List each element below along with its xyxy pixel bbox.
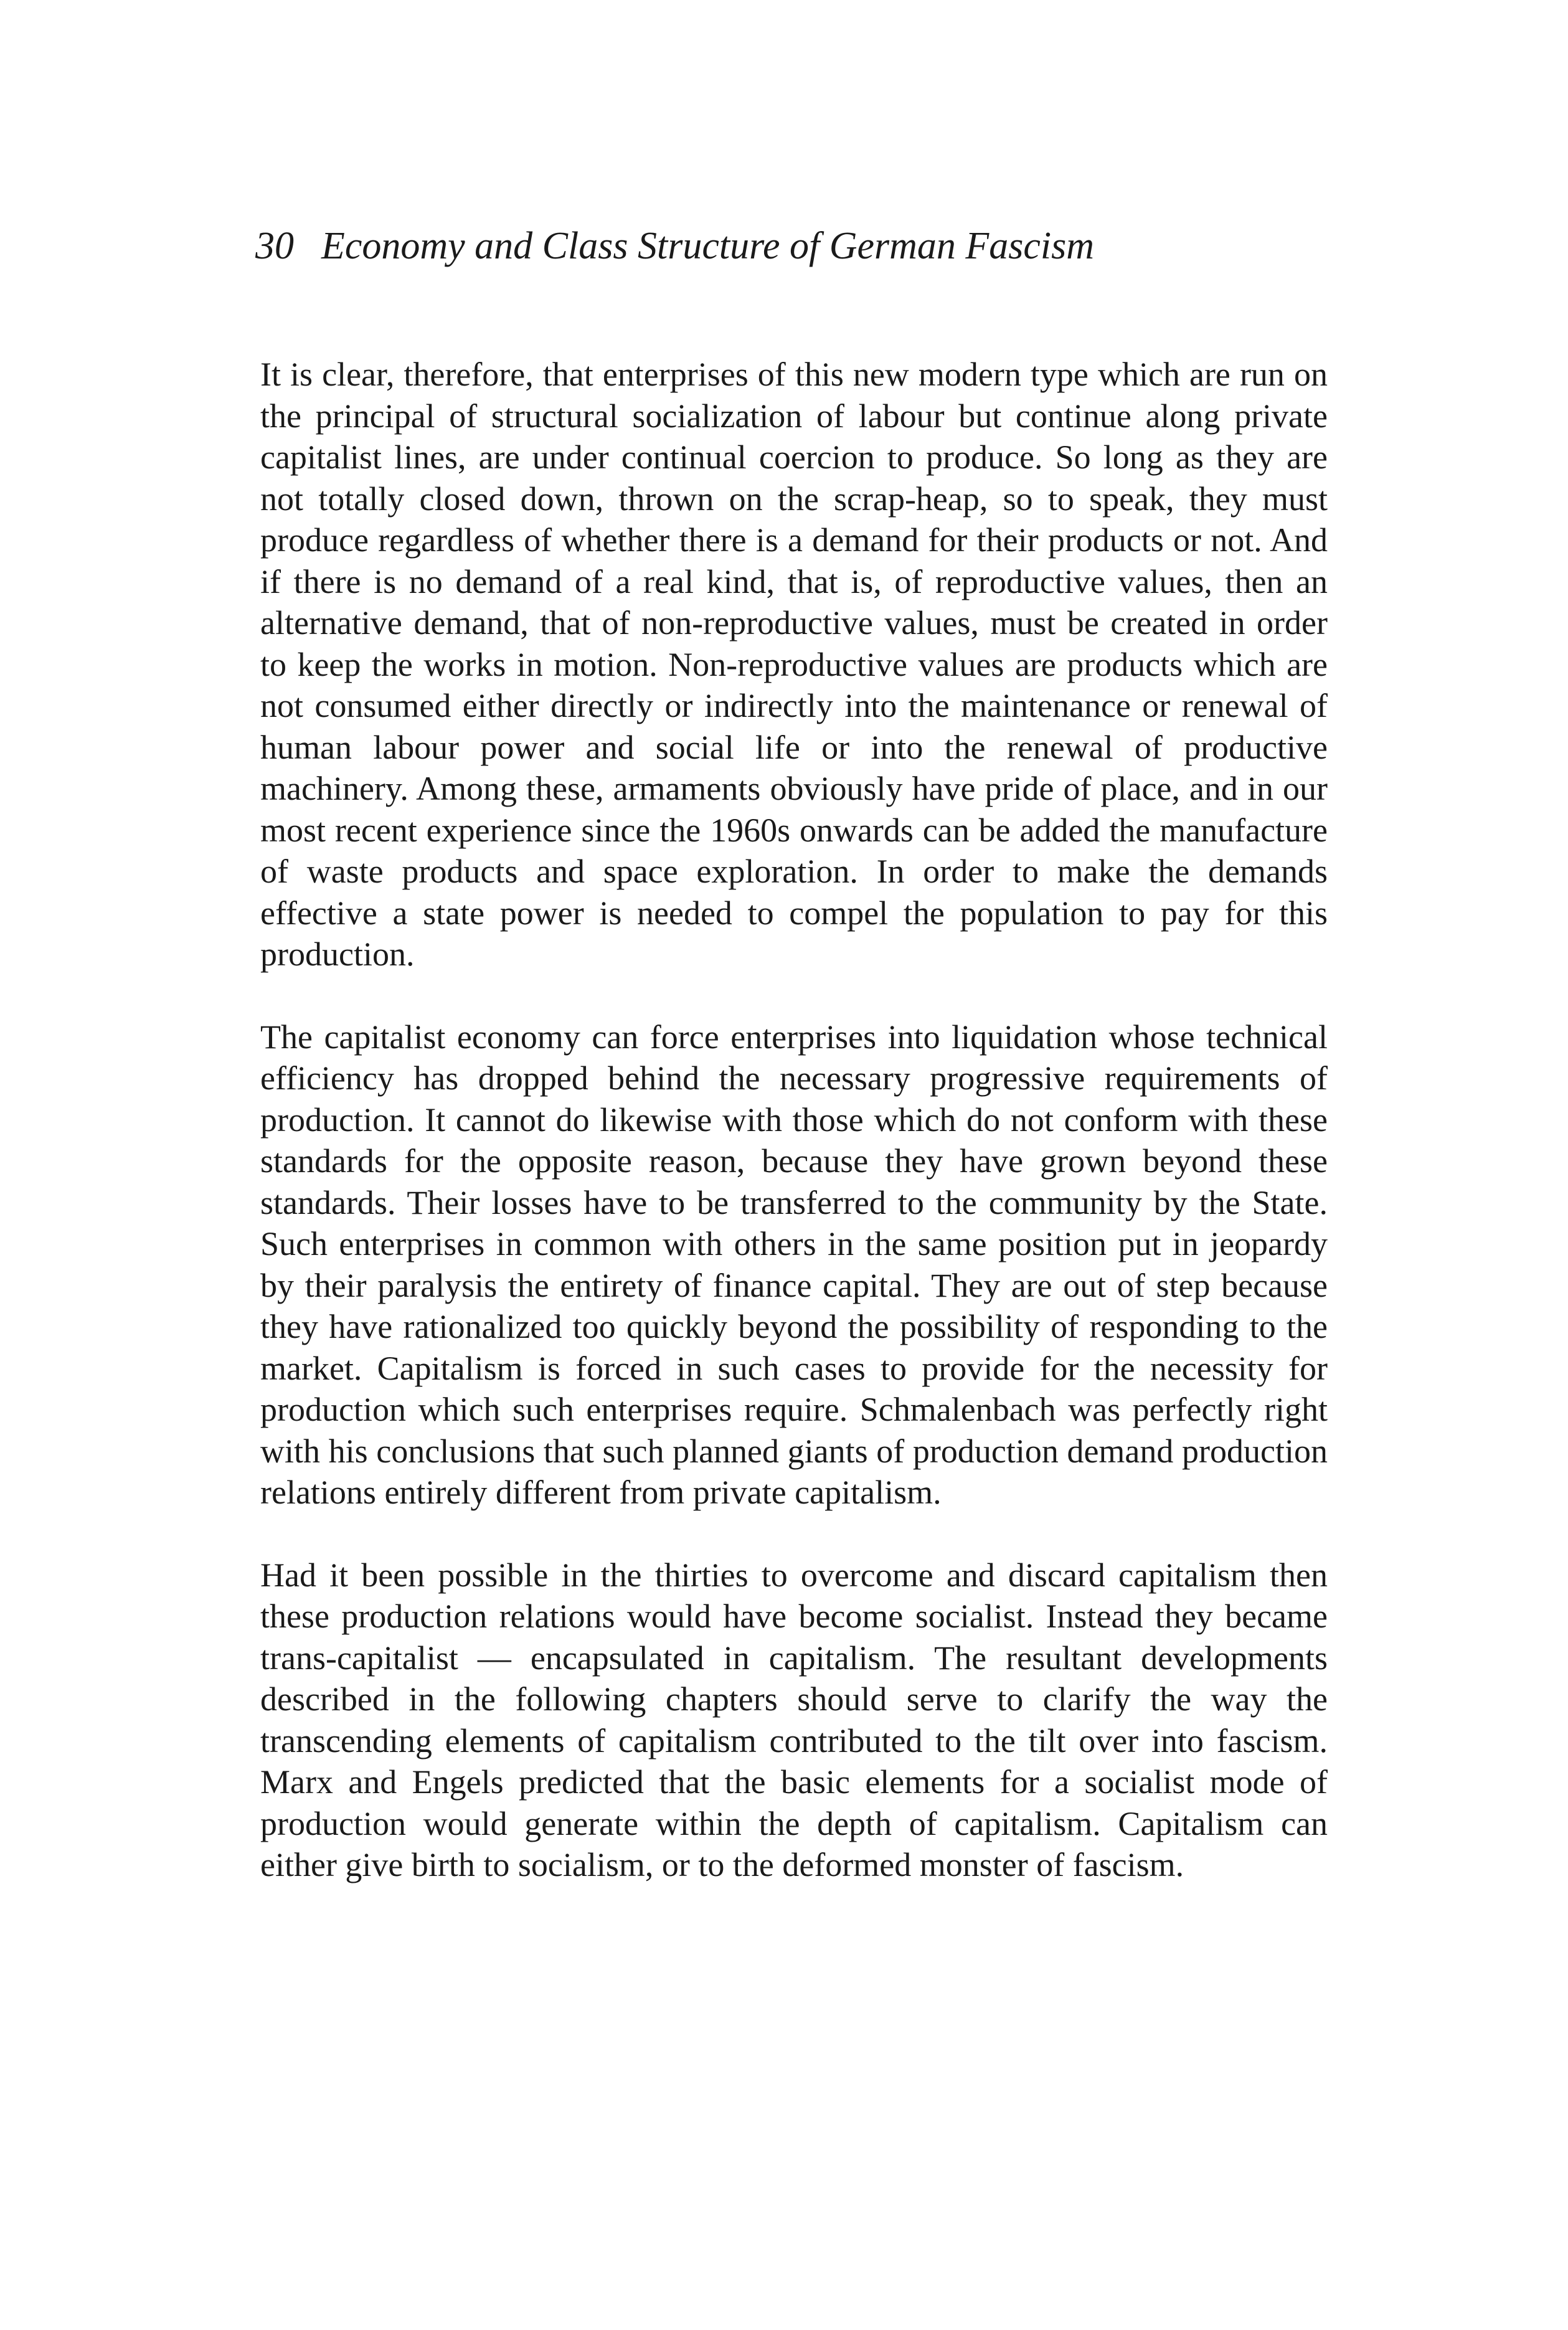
paragraph: It is clear, therefore, that enterprises of this new modern type which are run on the principal of structural socialization of labour but continue along private capitalist lines, are under continual coercion to produce. So long as they are not totally closed down, thrown on the scrap-heap, so to speak, they must produce regardless of whether there is a demand for their products or not. And if there is no demand of a real kind, that is, of reproductive values, then an alternative demand, that of non-reproductive values, must be created in order to keep the works in motion. Non-reproductive values are products which are not consumed either directly or indirectly into the maintenance or renewal of human labour power and social life or into the renewal of productive machinery. Among these, armaments obviously have pride of place, and in our most recent experience since the 1960s onwards can be added the manufacture of waste products and space exploration. In order to make the demands effective a state power is needed to compel the population to pay for this production.	[260, 356, 1328, 973]
running-header	[255, 224, 1094, 268]
body-text	[260, 354, 1328, 1886]
paragraph: Had it been possible in the thirties to overcome and discard capitalism then these production relations would have become socialist. Instead they became trans-capitalist — encapsulated in capitalism. The resultant developments described in the following chapters should serve to clarify the way the transcending elements of capitalism contributed to the tilt over into fascism. Marx and Engels predicted that the basic elements for a socialist mode of production would generate within the depth of capitalism. Capitalism can either give birth to socialism, or to the deformed monster of fascism.	[260, 1556, 1328, 1883]
running-title: Economy and Class Structure of German Fascism	[321, 225, 1095, 267]
paragraph: The capitalist economy can force enterprises into liquidation whose technical efficiency has dropped behind the necessary progressive requirements of production. It cannot do likewise with those which do not conform with these standards for the opposite reason, because they have grown beyond these standards. Their losses have to be transferred to the community by the State. Such enterprises in common with others in the same position put in jeopardy by their paralysis the entirety of finance capital. They are out of step because they have rationalized too quickly beyond the possibility of responding to the market. Capitalism is forced in such cases to provide for the necessity for production which such enterprises require. Schmalenbach was perfectly right with his conclusions that such planned giants of production demand production relations entirely different from private capitalism.	[260, 1018, 1328, 1511]
page-number: 30	[255, 225, 294, 267]
